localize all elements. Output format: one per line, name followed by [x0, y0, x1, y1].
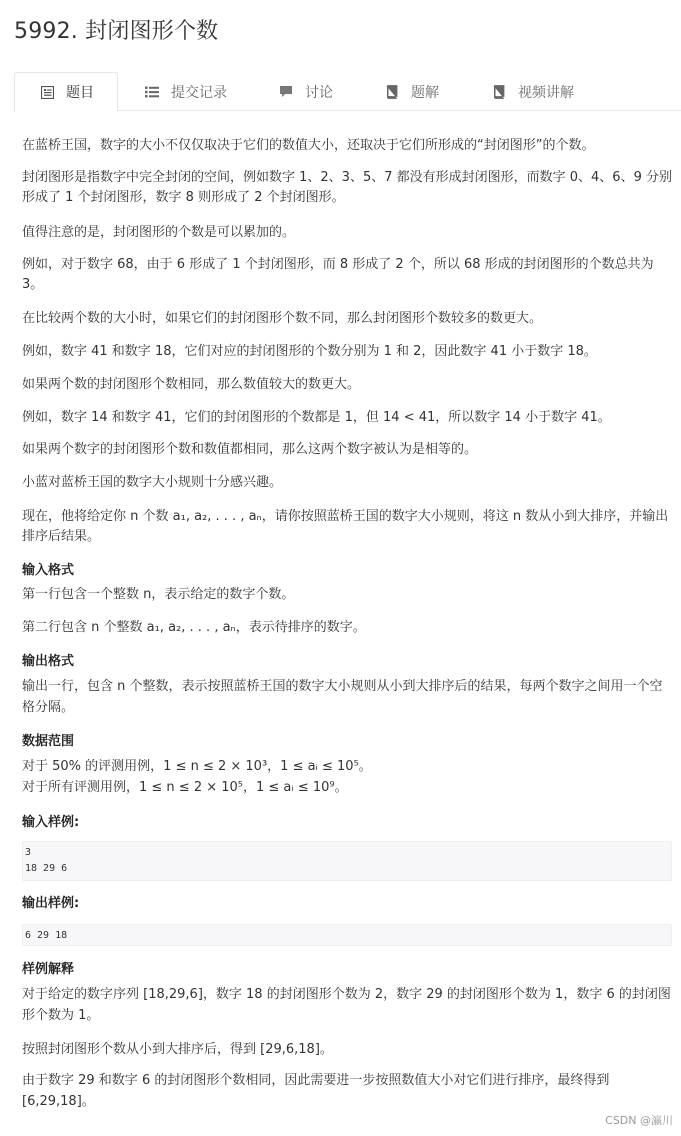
tab-discussion-label: 讨论: [305, 84, 333, 101]
paragraph: 对于给定的数字序列 [18,29,6]，数字 18 的封闭图形个数为 2，数字 29 的封闭图形个数为 1，数字 6 的封闭图: [22, 987, 671, 1002]
paragraph: 如果两个数字的封闭图形个数和数值都相同，那么这两个数字被认为是相等的。: [22, 442, 478, 457]
tab-solutions[interactable]: [385, 72, 465, 111]
paragraph: 例如，数字 14 和数字 41，它们的封闭图形的个数都是 1，但 14 < 41，所以数字 14 小于数字 41。: [22, 410, 611, 425]
tab-problem-label: 题目: [66, 85, 94, 101]
paragraph: 封闭图形是指数字中完全封闭的空间，例如数字 1、2、3、5、7 都没有形成封闭图形，而数字 0、4、6、9 分别: [22, 170, 672, 185]
paragraph: 形个数为 1。: [22, 1008, 100, 1023]
tab-bar: [14, 72, 681, 111]
section-heading-sample-output: 输出样例:: [22, 896, 80, 911]
paragraph: 由于数字 29 和数字 6 的封闭图形个数相同，因此需要进一步按照数值大小对它们进行排序，最终得到: [22, 1073, 610, 1088]
code-line: 3: [25, 847, 32, 858]
paragraph: 在比较两个数的大小时，如果它们的封闭图形个数不同，那么封闭图形个数较多的数更大。: [22, 311, 543, 326]
section-heading-input-format: 输入格式: [22, 563, 75, 578]
tab-solutions-label: 题解: [411, 84, 439, 101]
paragraph: 现在，他将给定你 n 个数 a₁, a₂, . . . , aₙ，请你按照蓝桥王国的数字大小规则，将这 n 数从小到大排序，并输出: [22, 509, 669, 524]
book-icon: [385, 85, 399, 99]
tab-submissions[interactable]: [145, 72, 255, 111]
page-title: 5992. 封闭图形个数: [14, 19, 219, 44]
section-heading-output-format: 输出格式: [22, 654, 75, 669]
paragraph: 排序后结果。: [22, 529, 101, 544]
paragraph: 在蓝桥王国，数字的大小不仅仅取决于它们的数值大小，还取决于它们所形成的“封闭图形”的个数。: [22, 138, 595, 153]
paragraph: 形成了 1 个封闭图形，数字 8 则形成了 2 个封闭图形。: [22, 190, 345, 205]
tab-video[interactable]: [492, 72, 602, 111]
watermark: CSDN @瀛川: [605, 1114, 673, 1127]
paragraph: 例如，数字 41 和数字 18，它们对应的封闭图形的个数分别为 1 和 2，因此数字 41 小于数字 18。: [22, 344, 597, 359]
tab-submissions-label: 提交记录: [171, 84, 227, 101]
code-line: 18 29 6: [25, 863, 68, 874]
paragraph: 按照封闭图形个数从小到大排序后，得到 [29,6,18]。: [22, 1042, 333, 1057]
chat-bubble-icon: [279, 85, 293, 99]
document-list-icon: [40, 85, 54, 99]
book-icon: [492, 85, 506, 99]
paragraph: 输出一行，包含 n 个整数，表示按照蓝桥王国的数字大小规则从小到大排序后的结果，每两个数字之间用一个空: [22, 679, 663, 694]
paragraph: 对于 50% 的评测用例，1 ≤ n ≤ 2 × 10³，1 ≤ aᵢ ≤ 10⁵。: [22, 759, 372, 774]
section-heading-constraints: 数据范围: [22, 734, 75, 749]
code-line: 6 29 18: [25, 930, 68, 941]
list-icon: [145, 85, 159, 99]
sample-output-codebox: [22, 924, 672, 946]
tab-discussion[interactable]: [279, 72, 359, 111]
paragraph: 对于所有评测用例，1 ≤ n ≤ 2 × 10⁵，1 ≤ aᵢ ≤ 10⁹。: [22, 780, 348, 795]
paragraph: 如果两个数的封闭图形个数相同，那么数值较大的数更大。: [22, 377, 361, 392]
paragraph: 第一行包含一个整数 n，表示给定的数字个数。: [22, 587, 295, 602]
paragraph: 格分隔。: [22, 700, 75, 715]
paragraph: 第二行包含 n 个整数 a₁, a₂, . . . , aₙ，表示待排序的数字。: [22, 620, 366, 635]
paragraph: 值得注意的是，封闭图形的个数是可以累加的。: [22, 225, 296, 240]
paragraph: 3。: [22, 277, 44, 292]
tab-problem[interactable]: [14, 72, 118, 112]
sample-input-codebox: [22, 841, 672, 881]
section-heading-sample-input: 输入样例:: [22, 815, 80, 830]
paragraph: 例如，对于数字 68，由于 6 形成了 1 个封闭图形，而 8 形成了 2 个，所以 68 形成的封闭图形的个数总共为: [22, 257, 654, 272]
tab-video-label: 视频讲解: [518, 84, 574, 101]
paragraph: 小蓝对蓝桥王国的数字大小规则十分感兴趣。: [22, 475, 283, 490]
paragraph: [6,29,18]。: [22, 1094, 95, 1109]
section-heading-explanation: 样例解释: [22, 962, 75, 977]
